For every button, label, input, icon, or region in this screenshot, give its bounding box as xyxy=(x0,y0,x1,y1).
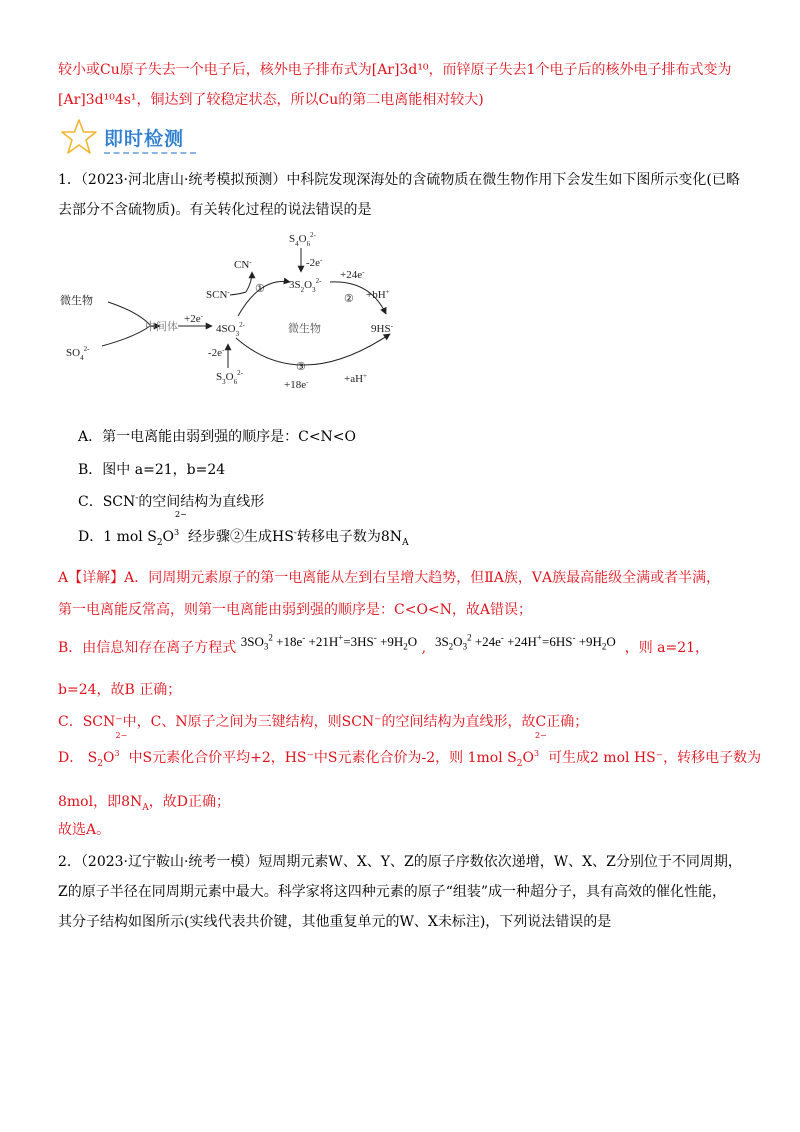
s4o6-label: $S_4O_6^{2-}$ xyxy=(289,231,316,248)
q1-answer-line-1: A【详解】A．同周期元素原子的第一电离能从左到右呈增大趋势，但ⅡA族，ⅤA族最高能级全满或者半满， xyxy=(58,570,721,586)
q1-answer-b-line-2: b=24，故B 正确； xyxy=(58,682,182,698)
plus2e-label: +2e- xyxy=(184,312,203,325)
scn-label: SCN- xyxy=(206,288,230,301)
step2-circle: ② xyxy=(344,293,354,305)
q2-stem-line-3: 其分子结构如图所示(实线代表共价键，其他重复单元的W、X未标注)，下列说法错误的是 xyxy=(58,914,612,930)
section-heading xyxy=(60,118,230,162)
q1-option-b: B．图中 a=21，b=24 xyxy=(78,462,226,478)
intro-line-1: 较小或Cu原子失去一个电子后，核外电子排布式为[Ar]3d¹⁰，而锌原子失去1个电子后的核外电子排布式变为 xyxy=(58,62,732,78)
hs-label: 9HS- xyxy=(371,322,393,335)
plus18e-label: +18e- xyxy=(284,378,309,391)
intermediate-label: 中间体 xyxy=(145,321,178,333)
step3-circle: ③ xyxy=(296,361,306,373)
equation-2: $3S_2O_3^2 +24e^- +24H^+=6HS^- +9H_2O$ xyxy=(434,632,616,652)
q1-stem-line-1: 1．（2023·河北唐山·统考模拟预测）中科院发现深海处的含硫物质在微生物作用下会发生如下图所示变化(已略 xyxy=(58,172,740,188)
plus24e-label: +24e- xyxy=(340,268,365,281)
sulfur-cycle-diagram xyxy=(60,222,420,392)
q1-answer-c: C．SCN⁻中，C、N原子之间为三键结构，则SCN⁻的空间结构为直线形，故C正确； xyxy=(58,714,589,730)
q1-answer-line-2: 第一电离能反常高，则第一电离能由弱到强的顺序是：C<O<N，故A错误； xyxy=(58,602,533,618)
microbe-left-label: 微生物 xyxy=(60,295,93,307)
q1-option-a: A．第一电离能由弱到强的顺序是：C<N<O xyxy=(78,429,357,445)
microbe-arrow xyxy=(108,302,150,325)
q1-stem-line-2: 去部分不含硫物质)。有关转化过程的说法错误的是 xyxy=(58,202,372,218)
s2o3-label: $3S_2O_3^{2-}$ xyxy=(289,277,322,294)
q1-answer-d-line-2: 8mol，即$8N_A$，故D正确； xyxy=(58,794,230,813)
section-title-underline xyxy=(104,152,196,154)
so4-label: $SO_4^{2-}$ xyxy=(66,345,90,362)
bh-label: +bH+ xyxy=(366,288,390,301)
q1-answer-b: B．由信息知存在离子方程式 $3SO_3^2 +18e^- +21H^+=3HS^- +9H_2O$ , $3S_2O_3^2 +24e^- +24H^+=6HS^- +9H_2O$ ，则 a=21， xyxy=(58,632,710,656)
equation-1: $3SO_3^2 +18e^- +21H^+=3HS^- +9H_2O$ xyxy=(240,632,418,652)
q1-answer-end: 故选A。 xyxy=(58,822,111,838)
so4-arrow xyxy=(102,326,150,346)
cn-label: CN- xyxy=(234,258,252,271)
step1-circle: ① xyxy=(255,283,265,295)
minus2e-top-label: -2e- xyxy=(306,256,323,269)
q2-stem-line-2: Z的原子半径在同周期元素中最大。科学家将这四种元素的原子“组装”成一种超分子，具有高效的催化性能， xyxy=(58,884,727,900)
microbe-center-label: 微生物 xyxy=(288,323,321,335)
s3o6-label: $S_3O_6^{2-}$ xyxy=(216,369,243,386)
intro-line-2: [Ar]3d¹⁰4s¹，铜达到了较稳定状态，所以Cu的第二电离能相对较大) xyxy=(58,92,484,108)
ah-label: +aH+ xyxy=(344,372,367,385)
q1-answer-d: D． $S_2O$ 2− $_3$ 中S元素化合价平均+2，HS⁻中S元素化合价为-2，则 1mol $S_2O$ 2− $_3$ 可生成2 mol HS⁻，转移电子数为 xyxy=(58,731,762,769)
minus2e-bottom-label: -2e- xyxy=(208,346,225,359)
section-title: 即时检测 xyxy=(104,128,185,150)
q1-option-d: D．1 mol $S_2O$ 2− $_3$ 经步骤②生成HS-转移电子数为$8N_A$ xyxy=(78,510,409,548)
q1-option-c: C．SCN-的空间结构为直线形 xyxy=(78,493,265,510)
so3-label: $4SO_3^{2-}$ xyxy=(216,321,245,338)
star-icon xyxy=(60,118,98,156)
q2-stem-line-1: 2．（2023·辽宁鞍山·统考一模）短周期元素W、X、Y、Z的原子序数依次递增，W、X、Z分别位于不同周期， xyxy=(58,854,742,870)
